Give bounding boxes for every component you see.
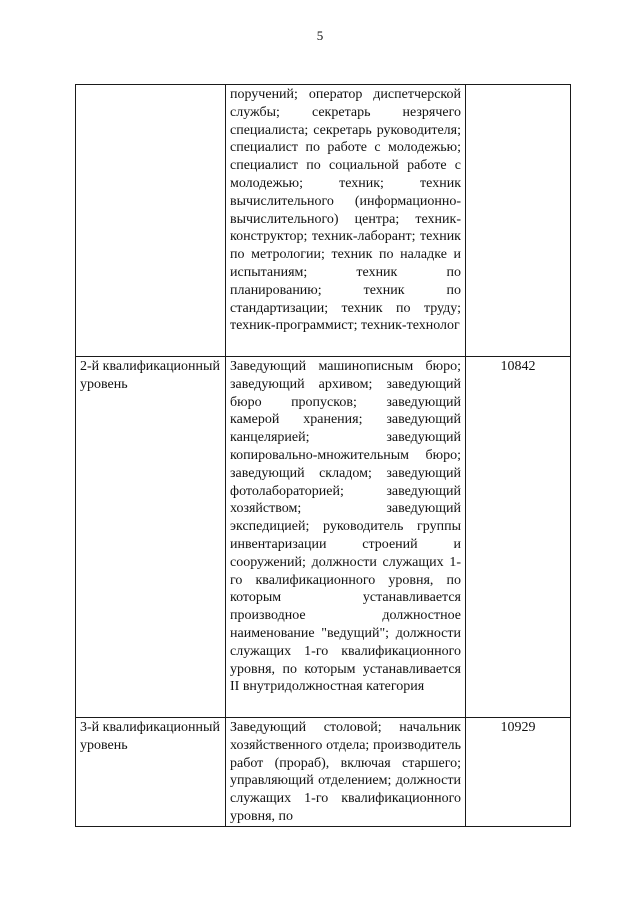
table-row (76, 85, 571, 357)
table-row (76, 718, 571, 827)
qualification-level-cell: 2-й квалификационный уровень (76, 357, 226, 718)
positions-table (75, 84, 571, 827)
positions-description-cell: поручений; оператор диспетчерской службы; секретарь незрячего специалиста; секретарь руководителя; специалист по работе с молодежью; специалист по социальной работе с молодежью; техник; техник вычислительного (информационно-вычислительного) центра; техник-конструктор; техник-лаборант; техник по метрологии; техник по наладке и испытаниям; техник по планированию; техник по стандартизации; техник по труду; техник-программист; техник-технолог (226, 85, 466, 357)
qualification-level-cell (76, 85, 226, 357)
positions-description-cell: Заведующий столовой; начальник хозяйственного отдела; производитель работ (прораб), включая старшего; управляющий отделением; должности служащих 1-го квалификационного уровня, по (226, 718, 466, 827)
positions-description-cell: Заведующий машинописным бюро; заведующий архивом; заведующий бюро пропусков; заведующий камерой хранения; заведующий канцелярией; заведующий копировально-множительным бюро; заведующий складом; заведующий фотолабораторией; заведующий хозяйством; заведующий экспедицией; руководитель группы инвентаризации строений и сооружений; должности служащих 1-го квалификационного уровня, по которым устанавливается производное должностное наименование "ведущий"; должности служащих 1-го квалификационного уровня, по которым устанавливается II внутридолжностная категория (226, 357, 466, 718)
salary-cell: 10929 (466, 718, 571, 827)
table-row (76, 357, 571, 718)
salary-cell (466, 85, 571, 357)
qualification-level-cell: 3-й квалификационный уровень (76, 718, 226, 827)
salary-cell: 10842 (466, 357, 571, 718)
page-number: 5 (316, 28, 324, 43)
